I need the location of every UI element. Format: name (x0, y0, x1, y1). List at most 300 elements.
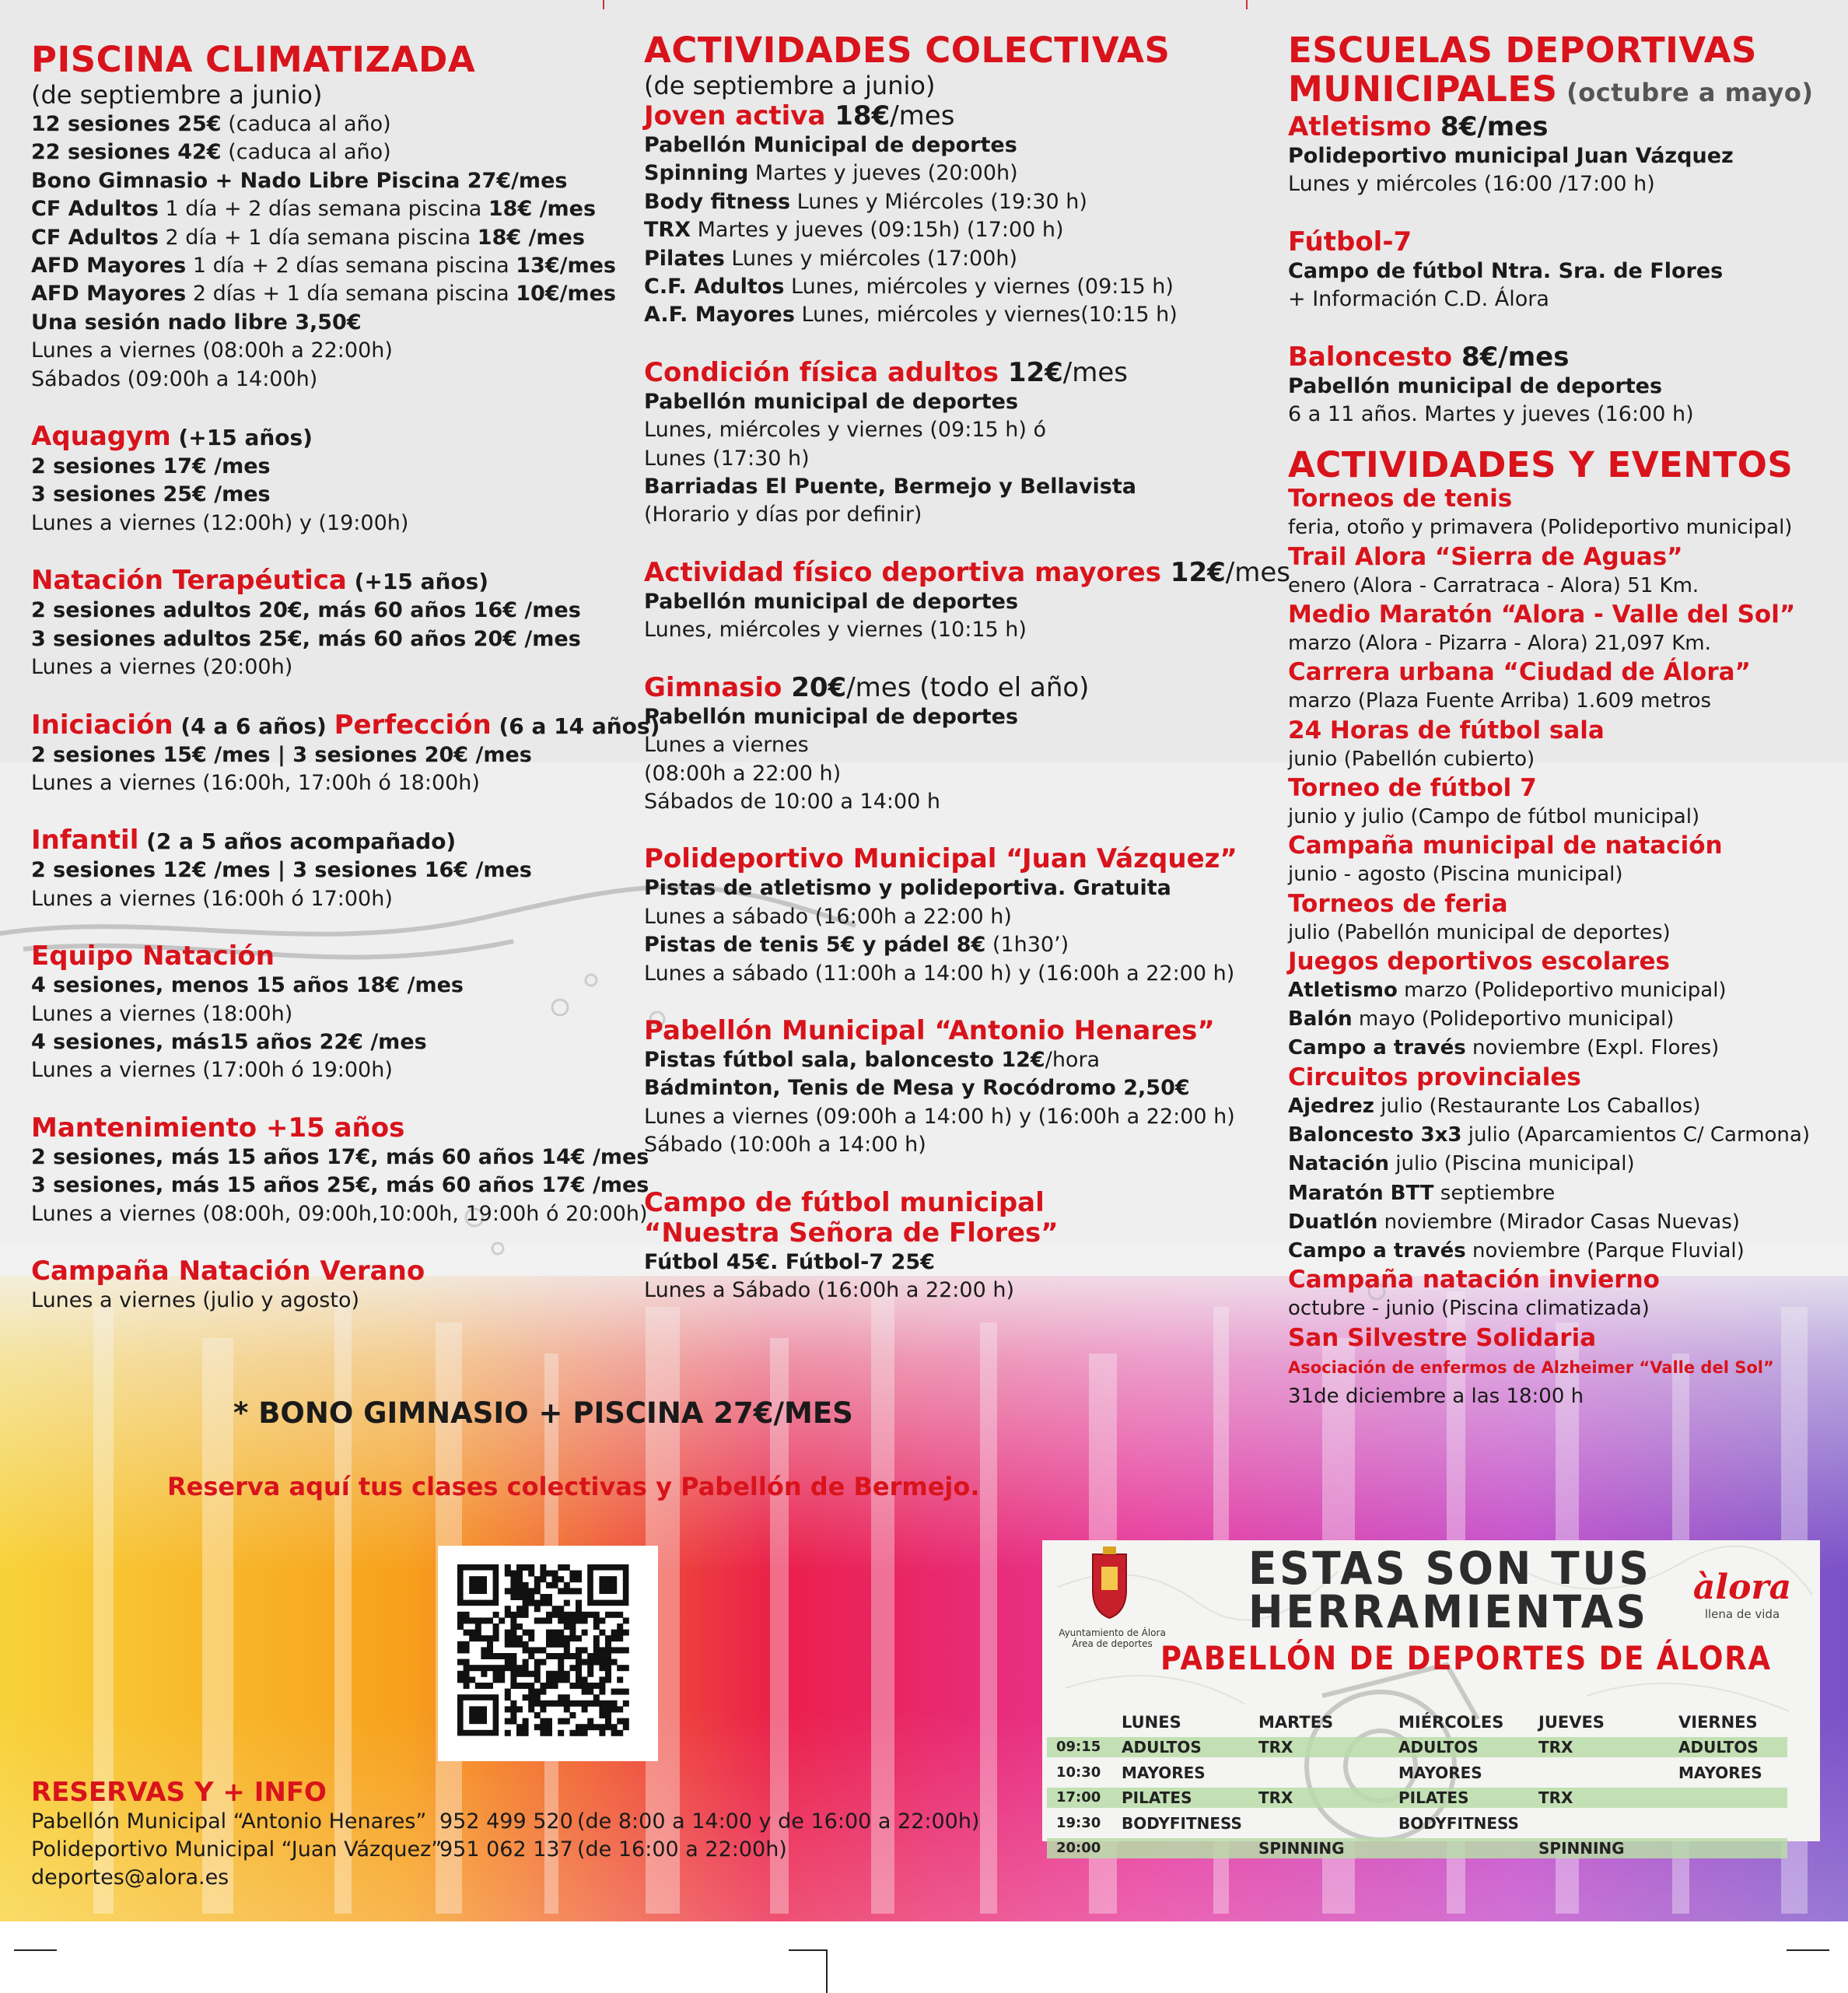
qr-module (457, 1647, 464, 1653)
iniciacion-age: (4 a 6 años) (173, 713, 334, 739)
qr-module (487, 1641, 493, 1648)
info-line (644, 903, 1243, 931)
info-line (31, 856, 622, 884)
qr-module (493, 1676, 499, 1683)
qr-module (576, 1600, 582, 1606)
section-atletismo (1288, 112, 1825, 199)
class-cell: TRX (1538, 1738, 1573, 1757)
heading-piscina: PISCINA CLIMATIZADA (31, 39, 476, 80)
section-equipo (31, 941, 622, 1085)
class-cell: PILATES (1398, 1788, 1469, 1807)
qr-module (569, 1630, 576, 1636)
row-time: 17:00 (1056, 1789, 1101, 1806)
info-line (1288, 1034, 1825, 1063)
qr-module (481, 1683, 487, 1689)
qr-module (505, 1706, 511, 1712)
info-line (1288, 860, 1825, 889)
qr-module (582, 1701, 588, 1707)
line-text: + Información C.D. Álora (1288, 287, 1549, 312)
qr-module (564, 1718, 570, 1725)
qr-module (499, 1676, 505, 1683)
qr-module (593, 1635, 600, 1641)
line-bold: 4 sesiones, más15 años 22€ /mes (31, 1029, 427, 1054)
qr-module (510, 1712, 516, 1718)
qr-module (528, 1571, 534, 1577)
line-bold: Fútbol 45€. Fútbol-7 25€ (644, 1249, 935, 1274)
line-text: 6 a 11 años. Martes y jueves (16:00 h) (1288, 402, 1694, 427)
qr-module (599, 1683, 605, 1689)
line-bold: Body fitness (644, 189, 791, 214)
qr-module (564, 1582, 570, 1588)
qr-module (558, 1612, 564, 1618)
qr-module (523, 1665, 529, 1671)
class-cell: ADULTOS (1122, 1738, 1202, 1757)
qr-module (487, 1647, 493, 1653)
line-text: Lunes a sábado (11:00h a 14:00 h) y (16:00h a 22:00 h) (644, 961, 1235, 986)
qr-module (516, 1623, 523, 1630)
condicion-lines (644, 388, 1243, 530)
qr-module (558, 1676, 564, 1683)
qr-module (611, 1612, 618, 1618)
poster-title-line1: ESTAS SON TUS (1248, 1542, 1652, 1595)
qr-module (558, 1730, 564, 1736)
qr-module (487, 1653, 493, 1659)
schedule-table (1047, 1710, 1809, 1862)
qr-module (510, 1594, 516, 1600)
line-text: 1 día + 2 días semana piscina (186, 254, 516, 278)
section-baloncesto (1288, 342, 1825, 429)
reserva-link[interactable]: Reserva aquí tus clases colectivas y Pabellón de Bermejo. (167, 1472, 980, 1501)
line-text: (caduca al año) (221, 112, 391, 136)
line-text: Sábados de 10:00 a 14:00 h (644, 789, 941, 814)
qr-module (523, 1606, 529, 1612)
qr-module (564, 1588, 570, 1594)
evento-title: 24 Horas de fútbol sala (1288, 716, 1605, 744)
qr-module (599, 1706, 605, 1712)
qr-module (564, 1617, 570, 1623)
heading-baloncesto: Baloncesto (1288, 341, 1453, 373)
line-bold: Balón (1288, 1007, 1353, 1032)
line-text: 2 día + 1 día semana piscina (158, 225, 478, 250)
line-bold: Baloncesto 3x3 (1288, 1123, 1462, 1147)
heading-polideportivo: Polideportivo Municipal “Juan Vázquez” (644, 843, 1237, 875)
qr-module (587, 1724, 593, 1730)
qr-module (546, 1641, 552, 1648)
qr-module (505, 1606, 511, 1612)
qr-module (617, 1689, 623, 1695)
qr-module (510, 1706, 516, 1712)
line-bold: Ajedrez (1288, 1094, 1374, 1118)
qr-module (510, 1665, 516, 1671)
qr-module (617, 1612, 623, 1618)
qr-module (569, 1623, 576, 1630)
bono-note: * BONO GIMNASIO + PISCINA 27€/MES (233, 1396, 853, 1430)
heading-atletismo: Atletismo (1288, 111, 1432, 142)
qr-module (617, 1623, 623, 1630)
qr-module (569, 1712, 576, 1718)
line-bold: 2 sesiones 15€ /mes | 3 sesiones 20€ /mes (31, 742, 532, 767)
heading-eventos: ACTIVIDADES Y EVENTOS (1288, 444, 1794, 486)
contact-phone-pabellon[interactable]: 952 499 520 (439, 1809, 573, 1834)
info-line (1288, 745, 1825, 774)
line-bold: Pilates (644, 246, 725, 271)
line-text: Lunes a viernes (644, 733, 809, 758)
qr-module (617, 1706, 623, 1712)
line-bold: 2 sesiones, más 15 años 17€, más 60 años 14€ /mes (31, 1144, 649, 1169)
qr-module (558, 1694, 564, 1701)
equipo-lines (31, 972, 622, 1085)
qr-module (540, 1600, 546, 1606)
heading-futbol7: Fútbol-7 (1288, 226, 1412, 257)
line-text: Lunes y miércoles (16:00 /17:00 h) (1288, 172, 1655, 197)
info-line (1288, 1179, 1825, 1208)
qr-module (464, 1676, 470, 1683)
line-text: Lunes a viernes (20:00h) (31, 655, 293, 680)
condicion-price: 12€ (998, 356, 1063, 388)
line-bold: 2 sesiones 17€ /mes (31, 454, 271, 479)
qr-module (464, 1647, 470, 1653)
line-bold: Pabellón municipal de deportes (644, 389, 1019, 414)
day-header: VIERNES (1678, 1713, 1758, 1732)
poster-title-line2: HERRAMIENTAS (1248, 1585, 1649, 1638)
qr-module (617, 1730, 623, 1736)
qr-module (552, 1606, 558, 1612)
qr-module (576, 1730, 582, 1736)
info-line (644, 301, 1243, 329)
line-text: (1h30’) (985, 933, 1069, 958)
line-text: Lunes a viernes (16:00h, 17:00h ó 18:00h) (31, 770, 480, 795)
qr-module (605, 1635, 611, 1641)
qr-module (546, 1671, 552, 1677)
line-bold: AFD Mayores (31, 282, 187, 306)
qr-module (605, 1653, 611, 1659)
qr-module (605, 1671, 611, 1677)
qr-module (605, 1724, 611, 1730)
qr-module (576, 1671, 582, 1677)
polideportivo-lines (644, 874, 1243, 988)
info-line (644, 1249, 1243, 1277)
line-text: mayo (Polideportivo municipal) (1352, 1007, 1675, 1032)
info-line (1288, 1005, 1825, 1034)
qr-module (599, 1701, 605, 1707)
qr-module (510, 1571, 516, 1577)
qr-module (469, 1617, 475, 1623)
line-text: enero (Alora - Carratraca - Alora) 51 Km. (1288, 573, 1699, 597)
qr-module (558, 1671, 564, 1677)
qr-module (569, 1612, 576, 1618)
qr-module (558, 1588, 564, 1594)
qr-module (582, 1706, 588, 1712)
line-text: noviembre (Mirador Casas Nuevas) (1377, 1210, 1740, 1234)
qr-module (546, 1571, 552, 1577)
qr-code[interactable] (438, 1546, 658, 1761)
qr-module (569, 1701, 576, 1707)
line-text: julio (Pabellón municipal de deportes) (1288, 920, 1671, 944)
qr-module (516, 1641, 523, 1648)
qr-module (469, 1630, 475, 1636)
qr-module (558, 1576, 564, 1582)
qr-module (528, 1653, 534, 1659)
line-bold: 2 sesiones adultos 20€, más 60 años 16€ /mes (31, 598, 581, 623)
heading-pabellon: Pabellón Municipal “Antonio Henares” (644, 1014, 1215, 1046)
qr-module (510, 1718, 516, 1725)
info-line (1288, 142, 1825, 170)
schedule-row (1047, 1785, 1809, 1811)
line-bold: Bádminton, Tenis de Mesa y Rocódromo 2,50€ (644, 1076, 1190, 1101)
pabellon-lines (644, 1046, 1243, 1160)
qr-module (534, 1665, 541, 1671)
qr-module (587, 1683, 593, 1689)
qr-module (516, 1612, 523, 1618)
info-line (1288, 1294, 1825, 1323)
qr-module (576, 1612, 582, 1618)
line-text: marzo (Plaza Fuente Arriba) 1.609 metros (1288, 689, 1712, 713)
qr-module (481, 1617, 487, 1623)
heading-campo-name: “Nuestra Señora de Flores” (644, 1217, 1059, 1249)
info-line (31, 1028, 622, 1056)
qr-module (611, 1724, 618, 1730)
qr-module (546, 1683, 552, 1689)
line-bold: 3 sesiones adultos 25€, más 60 años 20€ /mes (31, 626, 581, 651)
qr-module (540, 1689, 546, 1695)
info-line (31, 453, 622, 481)
qr-module (593, 1701, 600, 1707)
qr-module (605, 1701, 611, 1707)
qr-module (576, 1683, 582, 1689)
qr-module (540, 1718, 546, 1725)
heading-condicion: Condición física adultos (644, 356, 999, 388)
class-cell: PILATES (1122, 1788, 1192, 1807)
qr-module (623, 1718, 629, 1725)
heading-mayores: Actividad físico deportiva mayores (644, 556, 1161, 588)
qr-module (534, 1588, 541, 1594)
qr-module (457, 1676, 464, 1683)
atletismo-price: 8€/mes (1431, 111, 1549, 142)
qr-module (593, 1623, 600, 1630)
qr-module (534, 1671, 541, 1677)
qr-module (617, 1718, 623, 1725)
qr-module (552, 1630, 558, 1636)
qr-module (516, 1576, 523, 1582)
joven-lines (644, 131, 1243, 330)
qr-module (576, 1606, 582, 1612)
contact-phone-polideportivo[interactable]: 951 062 137 (439, 1837, 573, 1862)
qr-module (523, 1718, 529, 1725)
info-line (644, 501, 1243, 529)
qr-module (546, 1730, 552, 1736)
qr-module (617, 1635, 623, 1641)
qr-module (475, 1665, 481, 1671)
qr-module (611, 1630, 618, 1636)
line-text: septiembre (1433, 1181, 1556, 1205)
qr-module (546, 1600, 552, 1606)
qr-module (534, 1694, 541, 1701)
qr-module (599, 1689, 605, 1695)
info-line (1288, 1092, 1825, 1121)
qr-module (576, 1701, 582, 1707)
qr-module (534, 1701, 541, 1707)
qr-module (510, 1630, 516, 1636)
schedule-row (1047, 1735, 1809, 1760)
section-condicion (644, 358, 1243, 530)
qr-module (576, 1647, 582, 1653)
heading-perfeccion: Perfección (334, 709, 492, 741)
atletismo-lines (1288, 142, 1825, 199)
column-piscina (31, 39, 660, 1315)
qr-module (599, 1676, 605, 1683)
line-text: junio - agosto (Piscina municipal) (1288, 863, 1623, 887)
qr-module (499, 1665, 505, 1671)
qr-module (576, 1576, 582, 1582)
qr-module (552, 1676, 558, 1683)
qr-module (540, 1617, 546, 1623)
line-bold: Pistas de tenis 5€ y pádel 8€ (644, 933, 986, 958)
qr-module (564, 1647, 570, 1653)
qr-module (558, 1701, 564, 1707)
condicion-unit: /mes (1062, 356, 1129, 388)
qr-module (493, 1630, 499, 1636)
line-text: Lunes, miércoles y viernes (10:15 h) (644, 618, 1027, 643)
qr-module (623, 1665, 629, 1671)
qr-module (534, 1582, 541, 1588)
line-text: (08:00h a 22:00 h) (644, 761, 842, 786)
class-cell: ADULTOS (1678, 1738, 1759, 1757)
crop-mark-left (14, 1949, 57, 1951)
line-bold: 13€/mes (516, 254, 616, 278)
qr-module (605, 1665, 611, 1671)
row-band (1047, 1838, 1787, 1858)
qr-module (457, 1617, 464, 1623)
heading-terapeutica: Natación Terapéutica (31, 565, 347, 597)
qr-module (493, 1671, 499, 1677)
section-iniciacion (31, 709, 660, 798)
qr-module (564, 1635, 570, 1641)
info-line (31, 597, 622, 625)
qr-module (623, 1617, 629, 1623)
qr-module (599, 1617, 605, 1623)
line-bold: CF Adultos (31, 225, 159, 250)
alora-logo: àlora (1692, 1567, 1792, 1607)
contact-block (31, 1777, 980, 1892)
qr-module (587, 1653, 593, 1659)
qr-module (523, 1630, 529, 1636)
schedule-poster (1042, 1540, 1820, 1858)
qr-module (516, 1706, 523, 1712)
qr-module (552, 1641, 558, 1648)
qr-module (505, 1665, 511, 1671)
qr-module (469, 1665, 475, 1671)
line-bold: Polideportivo municipal Juan Vázquez (1288, 144, 1734, 168)
qr-module (617, 1647, 623, 1653)
evento-title: Campaña municipal de natación (1288, 832, 1723, 860)
qr-module (469, 1635, 475, 1641)
class-cell: TRX (1258, 1738, 1293, 1757)
info-line (31, 280, 622, 308)
heading-aquagym: Aquagym (31, 421, 171, 453)
qr-module (516, 1665, 523, 1671)
info-line (1288, 919, 1825, 947)
qr-module (593, 1612, 600, 1618)
column-escuelas (1288, 31, 1825, 1411)
qr-module (528, 1689, 534, 1695)
qr-module (569, 1635, 576, 1641)
qr-module (599, 1653, 605, 1659)
qr-module (569, 1665, 576, 1671)
qr-module (475, 1635, 481, 1641)
line-text: Lunes a viernes (08:00h, 09:00h,10:00h, 19:00h ó 20:00h) (31, 1201, 648, 1226)
qr-module (499, 1671, 505, 1677)
info-line (644, 874, 1243, 902)
line-text: noviembre (Expl. Flores) (1465, 1036, 1720, 1060)
mayores-unit: /mes (1225, 556, 1290, 588)
baloncesto-price: 8€/mes (1452, 341, 1570, 373)
iniciacion-lines (31, 741, 622, 798)
contact-email[interactable]: deportes@alora.es (31, 1865, 229, 1890)
qr-module (605, 1647, 611, 1653)
info-line (31, 1287, 622, 1315)
qr-module (475, 1683, 481, 1689)
line-bold: 3 sesiones, más 15 años 25€, más 60 años 17€ /mes (31, 1173, 649, 1198)
qr-module (617, 1665, 623, 1671)
row-time: 09:15 (1056, 1739, 1101, 1755)
info-line (644, 588, 1243, 616)
qr-module (558, 1630, 564, 1636)
qr-module (599, 1724, 605, 1730)
qr-module (564, 1612, 570, 1618)
qr-module (576, 1571, 582, 1577)
mantenimiento-lines (31, 1144, 649, 1228)
qr-module (516, 1635, 523, 1641)
info-line (31, 972, 622, 1000)
qr-module (516, 1606, 523, 1612)
qr-module (599, 1730, 605, 1736)
line-text: 1 día + 2 días semana piscina (158, 197, 488, 222)
qr-module (552, 1683, 558, 1689)
line-text: Lunes (17:30 h) (644, 446, 810, 471)
qr-module (487, 1665, 493, 1671)
qr-module (587, 1612, 593, 1618)
qr-module (576, 1617, 582, 1623)
line-text: julio (Piscina municipal) (1388, 1152, 1635, 1176)
info-line (644, 445, 1243, 473)
info-line (31, 510, 622, 538)
line-bold: Pabellón municipal de deportes (1288, 373, 1663, 398)
piscina-subtitle: (de septiembre a junio) (31, 80, 323, 110)
joven-unit: /mes (890, 100, 955, 131)
crop-mark-center (789, 1949, 828, 1951)
qr-module (623, 1689, 629, 1695)
info-line (644, 216, 1243, 244)
qr-module (534, 1606, 541, 1612)
line-text: Lunes, miércoles y viernes (09:15 h) ó (644, 418, 1047, 443)
qr-module (576, 1659, 582, 1666)
campo-lines (644, 1249, 1243, 1305)
info-line (644, 245, 1243, 273)
qr-module (599, 1630, 605, 1636)
info-line (31, 1172, 649, 1200)
aquagym-lines (31, 453, 622, 538)
qr-module (516, 1671, 523, 1677)
line-bold: 18€ /mes (488, 197, 597, 222)
qr-module (593, 1694, 600, 1701)
section-pabellon (644, 1016, 1243, 1160)
qr-module (564, 1676, 570, 1683)
qr-module (505, 1612, 511, 1618)
evento-title: Torneo de fútbol 7 (1288, 773, 1537, 802)
qr-module (469, 1576, 487, 1594)
qr-module (611, 1730, 618, 1736)
heading-joven: Joven activa (644, 100, 826, 131)
